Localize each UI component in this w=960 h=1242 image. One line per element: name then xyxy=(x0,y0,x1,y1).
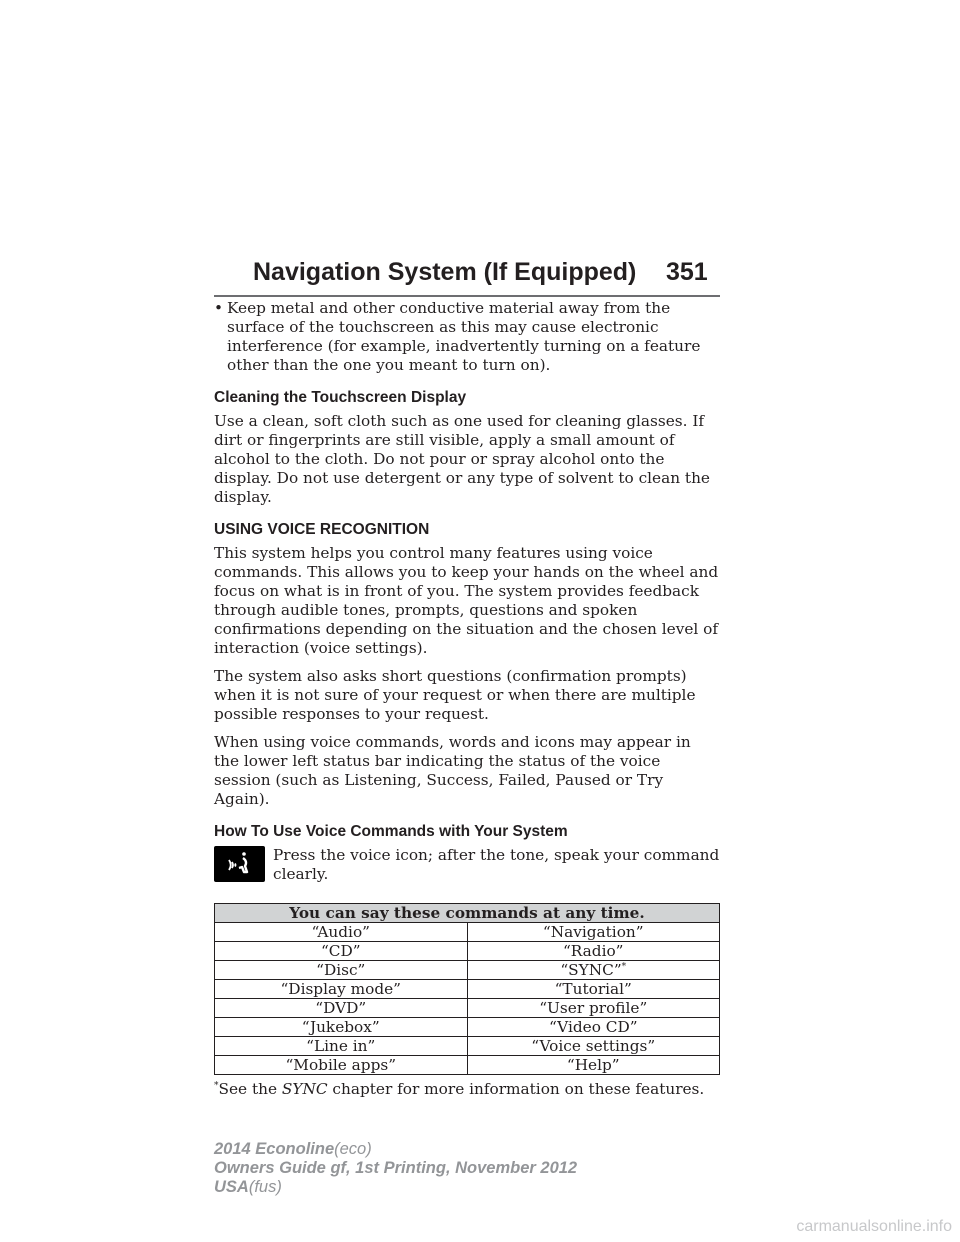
voice-command-icon xyxy=(214,846,265,882)
footnote-asterisk: * xyxy=(621,961,627,972)
bullet-glyph: • xyxy=(214,299,224,317)
table-cell: “Mobile apps” xyxy=(215,1056,468,1075)
table-cell: “CD” xyxy=(215,942,468,961)
voice-recognition-heading: USING VOICE RECOGNITION xyxy=(214,521,430,538)
voice-paragraph-3: When using voice commands, words and icons may appear in the lower left status bar indicating the status of the voice session (such as Listening, Success, Failed, Paused or Try Again). xyxy=(214,733,691,808)
howto-heading: How To Use Voice Commands with Your System xyxy=(214,823,568,840)
table-cell: “Video CD” xyxy=(467,1018,720,1037)
footnote-prefix: See the xyxy=(218,1080,282,1098)
footer-market: USA xyxy=(214,1178,249,1196)
footer-printing: Owners Guide gf, 1st Printing, November 2012 xyxy=(214,1159,578,1177)
header-divider xyxy=(214,295,720,297)
page-content xyxy=(214,299,720,1099)
watermark-text: carmanualsonline.info xyxy=(796,1218,952,1235)
table-cell: “Audio” xyxy=(215,923,468,942)
table-cell: “Help” xyxy=(467,1056,720,1075)
page-number: 351 xyxy=(666,258,708,286)
voice-paragraph-1: This system helps you control many features using voice commands. This allows you to keep your hands on the wheel and focus on what is in front of you. The system provides feedback through audible tones, prompts, questions and spoken confirmations depending on the situation and the chosen level of interaction (voice settings). xyxy=(214,544,719,657)
table-row xyxy=(215,923,720,942)
table-cell: “Tutorial” xyxy=(467,980,720,999)
cleaning-heading: Cleaning the Touchscreen Display xyxy=(214,389,467,406)
table-row xyxy=(215,1018,720,1037)
document-footer xyxy=(214,1140,577,1197)
bullet-item xyxy=(214,299,720,375)
table-cell: “Line in” xyxy=(215,1037,468,1056)
table-cell: “Jukebox” xyxy=(215,1018,468,1037)
table-cell: “Voice settings” xyxy=(467,1037,720,1056)
table-cell: “Disc” xyxy=(215,961,468,980)
table-cell: “User profile” xyxy=(467,999,720,1018)
table-header: You can say these commands at any time. xyxy=(215,904,720,923)
voice-instruction-row xyxy=(214,846,720,884)
voice-commands-table xyxy=(214,903,720,1075)
footer-model-code: (eco) xyxy=(334,1140,372,1158)
table-row xyxy=(215,999,720,1018)
table-cell: “Radio” xyxy=(467,942,720,961)
voice-instruction-text: Press the voice icon; after the tone, speak your command clearly. xyxy=(273,846,720,883)
footer-market-code: (fus) xyxy=(248,1178,282,1196)
voice-paragraph-2: The system also asks short questions (confirmation prompts) when it is not sure of your request or when there are multiple possible responses to your request. xyxy=(214,667,696,723)
table-row xyxy=(215,980,720,999)
table-cell: “Display mode” xyxy=(215,980,468,999)
table-cell: “DVD” xyxy=(215,999,468,1018)
table-cell: “Navigation” xyxy=(467,923,720,942)
sync-command: “SYNC” xyxy=(560,961,622,979)
table-row xyxy=(215,1056,720,1075)
cleaning-paragraph: Use a clean, soft cloth such as one used for cleaning glasses. If dirt or fingerprints are still visible, apply a small amount of alcohol to the cloth. Do not pour or spray alcohol onto the display. Do not use detergent or any type of solvent to clean the display. xyxy=(214,412,710,506)
table-row xyxy=(215,1037,720,1056)
bullet-text: Keep metal and other conductive material away from the surface of the touchscreen as this may cause electronic interference (for example, inadvertently turning on a feature other than the one you meant to turn on). xyxy=(227,299,701,374)
footnote-mark: * xyxy=(214,1080,219,1091)
table-row xyxy=(215,961,720,980)
table-row xyxy=(215,942,720,961)
page-header-title: Navigation System (If Equipped) xyxy=(253,258,637,286)
table-cell xyxy=(467,961,720,980)
footer-model: 2014 Econoline xyxy=(214,1140,335,1158)
footnote-suffix: chapter for more information on these features. xyxy=(327,1080,705,1098)
footnote xyxy=(214,1080,720,1099)
footnote-sync-reference: SYNC xyxy=(281,1080,328,1098)
